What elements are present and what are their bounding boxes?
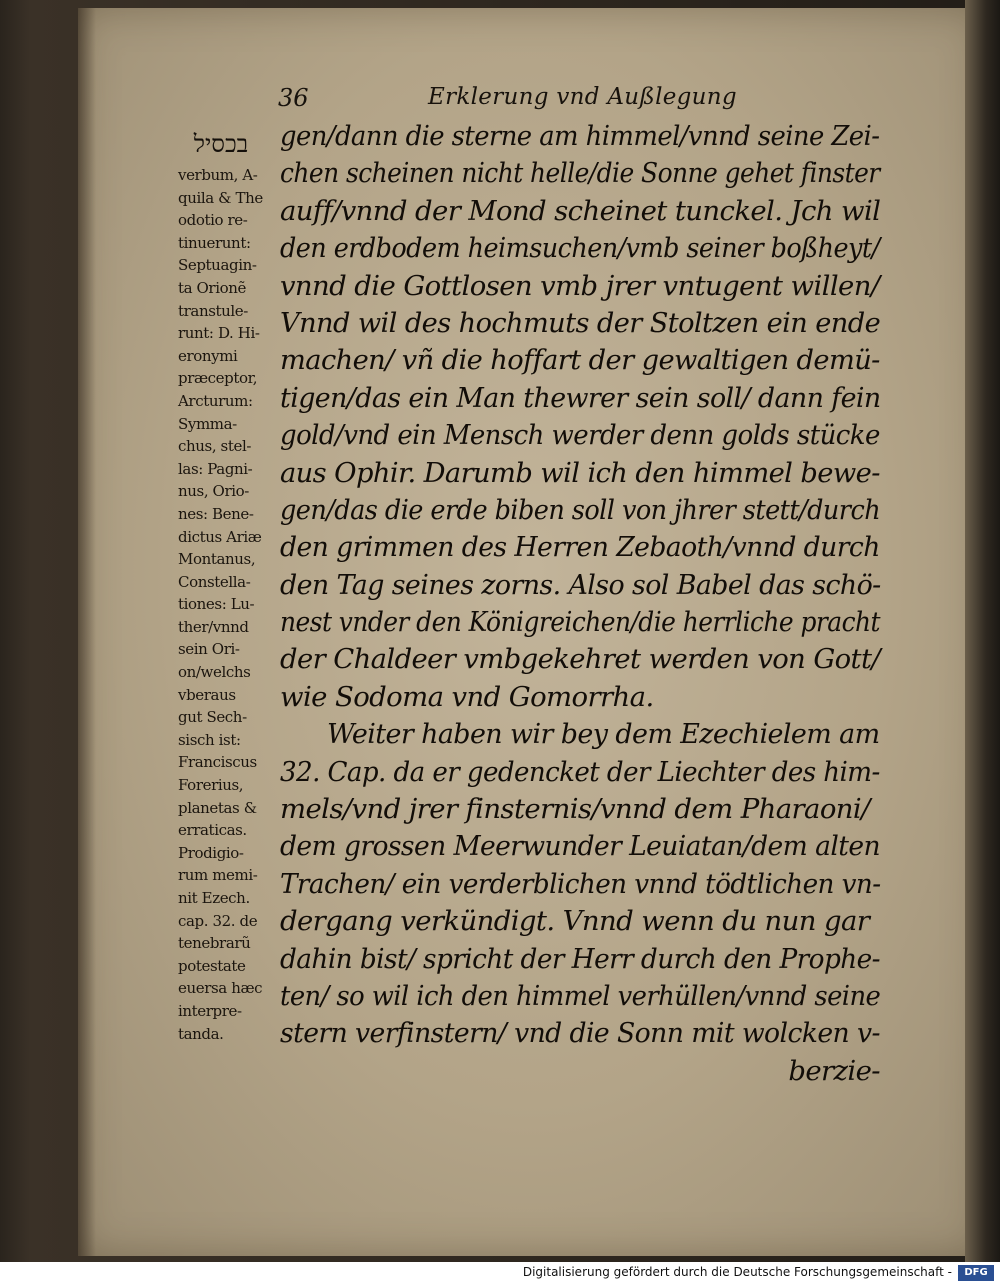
- margin-line: sein Ori-: [178, 640, 240, 659]
- margin-line: nus, Orio-: [178, 482, 249, 501]
- text-line: gen/dann die sterne am himmel/vnnd seine Zei-: [280, 120, 880, 152]
- margin-line: on/welchs: [178, 663, 251, 682]
- text-line: ten/ so wil ich den himmel verhüllen/vnnd seine: [280, 979, 881, 1012]
- text-line: tigen/das ein Man thewrer sein soll/ dann fein: [280, 381, 881, 414]
- text-line: den erdbodem heimsuchen/vmb seiner boßheyt/: [280, 232, 880, 265]
- text-line: 32. Cap. da er gedencket der Liechter des him-: [280, 755, 880, 788]
- text-line: den Tag seines zorns. Also sol Babel das schö-: [280, 568, 881, 601]
- margin-line: potestate: [178, 956, 246, 975]
- text-line: gold/vnd ein Mensch werder denn golds stücke: [280, 419, 880, 452]
- text-line: auff/vnnd der Mond scheinet tunckel. Jch wil: [280, 194, 881, 227]
- page-header: [278, 84, 737, 118]
- text-line: berzie-: [788, 1054, 880, 1087]
- margin-line: interpre-: [178, 1001, 242, 1020]
- text-line: nest vnder den Königreichen/die herrliche pracht: [280, 606, 880, 639]
- margin-line: chus, stel-: [178, 437, 252, 456]
- margin-line: transtule-: [178, 301, 248, 320]
- text-line: vnnd die Gottlosen vmb jrer vntugent willen/: [280, 269, 880, 302]
- margin-line: odotio re-: [178, 211, 248, 230]
- text-line: stern verfinstern/ vnd die Sonn mit wolcken v-: [280, 1017, 880, 1050]
- running-head: Erklerung vnd Außlegung: [428, 84, 737, 110]
- margin-line: runt: D. Hi-: [178, 324, 260, 343]
- text-line: gen/das die erde biben soll von jhrer stett/durch: [280, 493, 881, 526]
- page-number: 36: [278, 84, 309, 112]
- text-line: dahin bist/ spricht der Herr durch den Prophe-: [280, 942, 880, 975]
- page-edge: [965, 0, 1000, 1262]
- margin-line: eronymi: [178, 346, 238, 365]
- dfg-logo: DFG: [958, 1265, 994, 1281]
- text-line: dem grossen Meerwunder Leuiatan/dem alten: [280, 830, 880, 863]
- margin-line: Constella-: [178, 572, 251, 591]
- margin-line: Forerius,: [178, 776, 244, 795]
- text-line: mels/vnd jrer finsternis/vnnd dem Pharaoni/: [280, 793, 870, 826]
- text-line: chen scheinen nicht helle/die Sonne gehet finster: [280, 157, 880, 190]
- margin-line: nit Ezech.: [178, 889, 250, 907]
- margin-line: las: Pagni-: [178, 459, 253, 478]
- margin-line: gut Sech-: [178, 708, 247, 727]
- margin-line: vberaus: [178, 685, 236, 704]
- margin-line: Montanus,: [178, 550, 256, 569]
- margin-line: ta Orionẽ: [178, 278, 246, 297]
- margin-line: verbum, A-: [178, 166, 258, 184]
- margin-line: cap. 32. de: [178, 911, 258, 930]
- text-line: der Chaldeer vmbgekehret werden von Gott/: [280, 643, 881, 676]
- margin-line: sisch ist:: [178, 730, 241, 749]
- margin-line: dictus Ariæ: [178, 527, 262, 546]
- footer-credit: Digitalisierung gefördert durch die Deutsche Forschungsgemeinschaft -: [522, 1265, 952, 1279]
- margin-line: nes: Bene-: [178, 504, 254, 523]
- margin-line: tanda.: [178, 1024, 224, 1043]
- text-line: wie Sodoma vnd Gomorrha.: [280, 680, 654, 713]
- margin-line: ther/vnnd: [178, 617, 249, 636]
- margin-line: tiones: Lu-: [178, 595, 255, 614]
- text-line: dergang verkündigt. Vnnd wenn du nun gar: [280, 905, 870, 938]
- margin-line: Franciscus: [178, 753, 257, 772]
- margin-line: rum memi-: [178, 866, 258, 885]
- margin-line: tinuerunt:: [178, 233, 251, 252]
- text-line: Vnnd wil des hochmuts der Stoltzen ein ende: [280, 306, 881, 339]
- margin-line: planetas &: [178, 798, 257, 817]
- margin-line: euersa hæc: [178, 979, 263, 998]
- margin-line: Symma-: [178, 414, 237, 433]
- text-line: machen/ vñ die hoffart der gewaltigen demü-: [280, 344, 880, 377]
- margin-line: præceptor,: [178, 369, 258, 388]
- text-line: den grimmen des Herren Zebaoth/vnnd durch: [280, 531, 880, 564]
- margin-line: erraticas.: [178, 821, 247, 840]
- text-line: aus Ophir. Darumb wil ich den himmel bewe-: [280, 456, 880, 489]
- margin-hebrew-word: בכסיל: [193, 130, 249, 158]
- text-line: Trachen/ ein verderblichen vnnd tödtlichen vn-: [280, 867, 881, 900]
- margin-line: Septuagin-: [178, 256, 257, 275]
- margin-line: quila & The: [178, 188, 263, 207]
- footer-bar: [0, 1262, 1000, 1284]
- margin-line: Prodigio-: [178, 843, 244, 862]
- body-text: [280, 118, 880, 1090]
- page-gutter-shadow: [78, 8, 96, 1256]
- margin-notes: [178, 164, 278, 1045]
- margin-line: Arcturum:: [178, 391, 253, 410]
- margin-line: tenebrarũ: [178, 934, 251, 953]
- text-line: Weiter haben wir bey dem Ezechielem am: [326, 718, 880, 751]
